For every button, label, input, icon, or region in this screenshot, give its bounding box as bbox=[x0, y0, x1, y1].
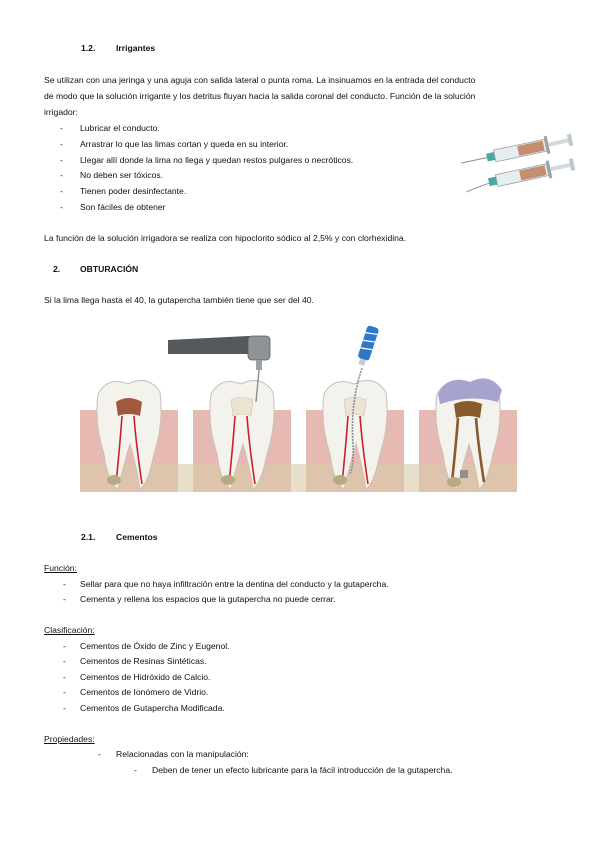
subheading-propiedades: Propiedades: bbox=[44, 734, 95, 744]
section-title: Cementos bbox=[116, 532, 158, 542]
bullet-dash: - bbox=[60, 170, 63, 180]
section-number: 2. bbox=[53, 264, 61, 274]
bullet-dash: - bbox=[63, 579, 66, 589]
list-item: Deben de tener un efecto lubricante para la fácil introducción de la gutapercha. bbox=[152, 765, 453, 775]
section-title: Irrigantes bbox=[116, 43, 156, 53]
syringe-illustration bbox=[458, 125, 578, 195]
list-item: No deben ser tóxicos. bbox=[80, 170, 164, 180]
paragraph-line: de modo que la solución irrigante y los detritus fluyan hacia la salida coronal del conducto. Función de la solución bbox=[44, 91, 476, 101]
list-item: Cementos de Gutapercha Modificada. bbox=[80, 703, 225, 713]
bullet-dash: - bbox=[60, 139, 63, 149]
list-item: Cementos de Resinas Sintéticas. bbox=[80, 656, 207, 666]
root-canal-sequence-illustration bbox=[78, 324, 518, 496]
subheading-funcion: Función: bbox=[44, 563, 77, 573]
list-item: Cementa y rellena los espacios que la gutapercha no puede cerrar. bbox=[80, 594, 336, 604]
list-item: Tienen poder desinfectante. bbox=[80, 186, 187, 196]
bullet-dash: - bbox=[98, 749, 101, 759]
list-item: Llegar allí donde la lima no llega y quedan restos pulgares o necróticos. bbox=[80, 155, 354, 165]
bullet-dash: - bbox=[63, 641, 66, 651]
section-number: 2.1. bbox=[81, 532, 96, 542]
bullet-dash: - bbox=[63, 703, 66, 713]
bullet-dash: - bbox=[63, 687, 66, 697]
list-item: Cementos de Ionómero de Vidrio. bbox=[80, 687, 209, 697]
section-title: OBTURACIÓN bbox=[80, 264, 139, 274]
paragraph-line: irrigador: bbox=[44, 107, 78, 117]
list-item: Sellar para que no haya infiltración entre la dentina del conducto y la gutapercha. bbox=[80, 579, 389, 589]
list-item: Lubricar el conducto. bbox=[80, 123, 160, 133]
bullet-dash: - bbox=[63, 672, 66, 682]
list-item: Son fáciles de obtener bbox=[80, 202, 166, 212]
bullet-dash: - bbox=[63, 656, 66, 666]
bullet-dash: - bbox=[60, 123, 63, 133]
paragraph-line: La función de la solución irrigadora se realiza con hipoclorito sódico al 2,5% y con clorhexidina. bbox=[44, 233, 407, 243]
list-item: Arrastrar lo que las limas cortan y queda en su interior. bbox=[80, 139, 289, 149]
bullet-dash: - bbox=[63, 594, 66, 604]
bullet-dash: - bbox=[60, 202, 63, 212]
list-item: Cementos de Hidróxido de Calcio. bbox=[80, 672, 211, 682]
subheading-clasificacion: Clasificación: bbox=[44, 625, 95, 635]
bullet-dash: - bbox=[60, 155, 63, 165]
list-item: Cementos de Óxido de Zinc y Eugenol. bbox=[80, 641, 230, 651]
section-number: 1.2. bbox=[81, 43, 96, 53]
list-item: Relacionadas con la manipulación: bbox=[116, 749, 249, 759]
bullet-dash: - bbox=[134, 765, 137, 775]
bullet-dash: - bbox=[60, 186, 63, 196]
paragraph-line: Si la lima llega hasta el 40, la gutapercha también tiene que ser del 40. bbox=[44, 295, 314, 305]
paragraph-line: Se utilizan con una jeringa y una aguja con salida lateral o punta roma. La insinuamos en la entrada del conducto bbox=[44, 75, 476, 85]
